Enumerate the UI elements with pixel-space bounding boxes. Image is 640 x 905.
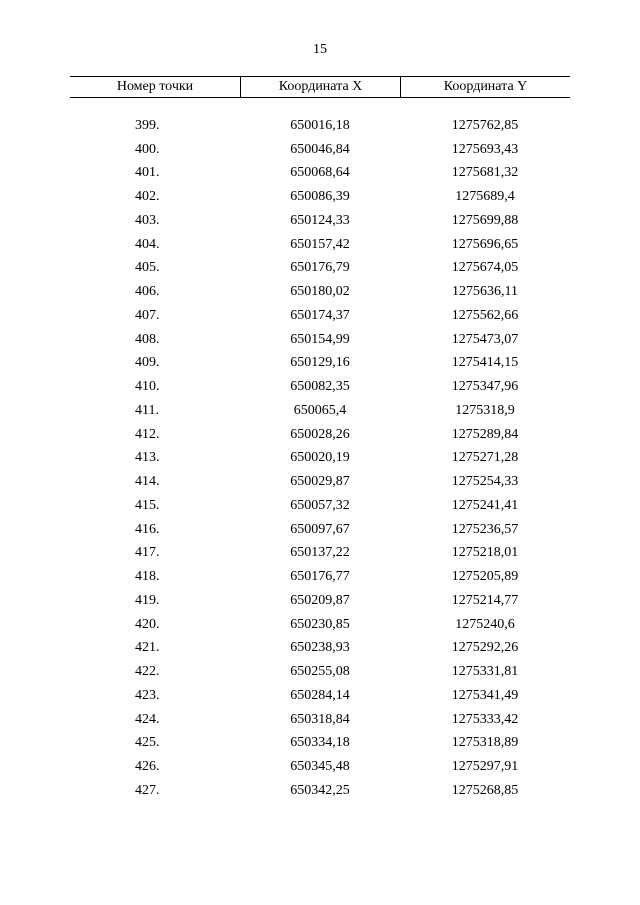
point-number-cell: 420. — [135, 616, 160, 632]
point-number-cell: 417. — [135, 545, 160, 561]
table-row — [70, 352, 570, 376]
coordinate-y-cell: 1275696,65 — [451, 236, 519, 252]
coordinate-y-cell: 1275289,84 — [451, 426, 519, 442]
table-row — [70, 447, 570, 471]
coordinate-x-cell: 650057,32 — [290, 497, 350, 513]
coordinate-x-cell: 650016,18 — [290, 117, 350, 133]
table-row — [70, 732, 570, 756]
coordinate-y-cell: 1275205,89 — [451, 569, 519, 585]
coordinate-x-cell: 650097,67 — [290, 521, 350, 537]
table-row — [70, 304, 570, 328]
point-number-cell: 421. — [135, 640, 160, 656]
coordinate-y-cell: 1275218,01 — [451, 545, 519, 561]
header-coordinate-y: Координата Y — [400, 77, 570, 97]
coordinate-x-cell: 650065,4 — [293, 402, 347, 418]
point-number-cell: 415. — [135, 497, 160, 513]
table-row — [70, 589, 570, 613]
point-number-cell: 408. — [135, 331, 160, 347]
coordinate-x-cell: 650154,99 — [290, 331, 350, 347]
coordinate-x-cell: 650209,87 — [290, 592, 350, 608]
point-number-cell: 409. — [135, 355, 160, 371]
coordinate-y-cell: 1275347,96 — [451, 379, 519, 395]
coordinate-x-cell: 650068,64 — [290, 165, 350, 181]
table-row — [70, 613, 570, 637]
coordinate-x-cell: 650255,08 — [290, 664, 350, 680]
coordinate-x-cell: 650345,48 — [290, 759, 350, 775]
point-number-cell: 412. — [135, 426, 160, 442]
table-row — [70, 542, 570, 566]
coordinate-y-cell: 1275693,43 — [451, 141, 519, 157]
coordinate-x-cell: 650137,22 — [290, 545, 350, 561]
table-row — [70, 185, 570, 209]
point-number-cell: 418. — [135, 569, 160, 585]
coordinate-x-cell: 650176,79 — [290, 260, 350, 276]
table-row — [70, 375, 570, 399]
coordinate-x-cell: 650020,19 — [290, 450, 350, 466]
point-number-cell: 413. — [135, 450, 160, 466]
table-row — [70, 138, 570, 162]
coordinate-y-cell: 1275762,85 — [451, 117, 519, 133]
point-number-cell: 427. — [135, 782, 160, 798]
coordinate-y-cell: 1275292,26 — [451, 640, 519, 656]
coordinate-y-cell: 1275414,15 — [451, 355, 519, 371]
table-row — [70, 114, 570, 138]
coordinate-y-cell: 1275341,49 — [451, 687, 519, 703]
table-row — [70, 328, 570, 352]
coordinate-y-cell: 1275681,32 — [451, 165, 519, 181]
coordinate-y-cell: 1275636,11 — [452, 284, 518, 300]
point-number-cell: 406. — [135, 284, 160, 300]
header-point-number: Номер точки — [116, 79, 194, 94]
point-number-cell: 400. — [135, 141, 160, 157]
table-row — [70, 209, 570, 233]
table-row — [70, 494, 570, 518]
coordinate-y-cell: 1275689,4 — [455, 189, 515, 205]
coordinate-x-cell: 650129,16 — [290, 355, 350, 371]
table-row — [70, 233, 570, 257]
table-row — [70, 257, 570, 281]
table-row — [70, 779, 570, 803]
point-number-cell: 410. — [135, 379, 160, 395]
table-row — [70, 684, 570, 708]
coordinate-x-cell: 650238,93 — [290, 640, 350, 656]
table-row — [70, 660, 570, 684]
table-row — [70, 518, 570, 542]
point-number-cell: 403. — [135, 212, 160, 228]
point-number-cell: 399. — [135, 117, 160, 133]
point-number-cell: 416. — [135, 521, 160, 537]
coordinates-table — [70, 76, 570, 803]
coordinate-y-cell: 1275236,57 — [451, 521, 519, 537]
coordinate-x-cell: 650230,85 — [290, 616, 350, 632]
coordinate-y-cell: 1275674,05 — [451, 260, 519, 276]
point-number-cell: 405. — [135, 260, 160, 276]
point-number-cell: 407. — [135, 307, 160, 323]
point-number-cell: 414. — [135, 474, 160, 490]
coordinate-x-cell: 650046,84 — [290, 141, 350, 157]
coordinate-x-cell: 650176,77 — [290, 569, 350, 585]
point-number-cell: 419. — [135, 592, 160, 608]
point-number-cell: 401. — [135, 165, 160, 181]
coordinate-x-cell: 650334,18 — [290, 735, 350, 751]
point-number-cell: 424. — [135, 711, 160, 727]
table-row — [70, 423, 570, 447]
coordinate-x-cell: 650180,02 — [290, 284, 350, 300]
coordinate-x-cell: 650124,33 — [290, 212, 350, 228]
coordinate-x-cell: 650082,35 — [290, 379, 350, 395]
coordinate-y-cell: 1275240,6 — [455, 616, 515, 632]
coordinate-x-cell: 650029,87 — [290, 474, 350, 490]
table-row — [70, 470, 570, 494]
coordinate-y-cell: 1275318,89 — [451, 735, 519, 751]
coordinate-x-cell: 650284,14 — [290, 687, 350, 703]
coordinate-y-cell: 1275297,91 — [451, 759, 519, 775]
point-number-cell: 425. — [135, 735, 160, 751]
coordinate-y-cell: 1275271,28 — [451, 450, 519, 466]
coordinate-y-cell: 1275562,66 — [451, 307, 519, 323]
point-number-cell: 404. — [135, 236, 160, 252]
coordinate-x-cell: 650086,39 — [290, 189, 350, 205]
coordinate-x-cell: 650028,26 — [290, 426, 350, 442]
table-row — [70, 637, 570, 661]
point-number-cell: 426. — [135, 759, 160, 775]
coordinate-x-cell: 650157,42 — [290, 236, 350, 252]
coordinate-y-cell: 1275241,41 — [451, 497, 519, 513]
table-body — [70, 98, 570, 803]
point-number-cell: 422. — [135, 664, 160, 680]
coordinate-y-cell: 1275699,88 — [451, 212, 519, 228]
table-row — [70, 399, 570, 423]
page-number: 15 — [313, 42, 327, 57]
point-number-cell: 402. — [135, 189, 160, 205]
coordinate-x-cell: 650174,37 — [290, 307, 350, 323]
table-row — [70, 708, 570, 732]
table-row — [70, 565, 570, 589]
table-row — [70, 162, 570, 186]
coordinate-y-cell: 1275268,85 — [451, 782, 519, 798]
coordinate-x-cell: 650342,25 — [290, 782, 350, 798]
point-number-cell: 411. — [135, 402, 159, 418]
point-number-cell: 423. — [135, 687, 160, 703]
coordinate-y-cell: 1275254,33 — [451, 474, 519, 490]
coordinate-y-cell: 1275333,42 — [451, 711, 519, 727]
header-coordinate-x: Координата X — [240, 77, 400, 97]
coordinate-y-cell: 1275473,07 — [451, 331, 519, 347]
coordinate-y-cell: 1275318,9 — [455, 402, 515, 418]
coordinate-y-cell: 1275214,77 — [451, 592, 519, 608]
table-header-row — [70, 77, 570, 97]
table-row — [70, 280, 570, 304]
table-row — [70, 755, 570, 779]
coordinate-y-cell: 1275331,81 — [451, 664, 519, 680]
coordinate-x-cell: 650318,84 — [290, 711, 350, 727]
